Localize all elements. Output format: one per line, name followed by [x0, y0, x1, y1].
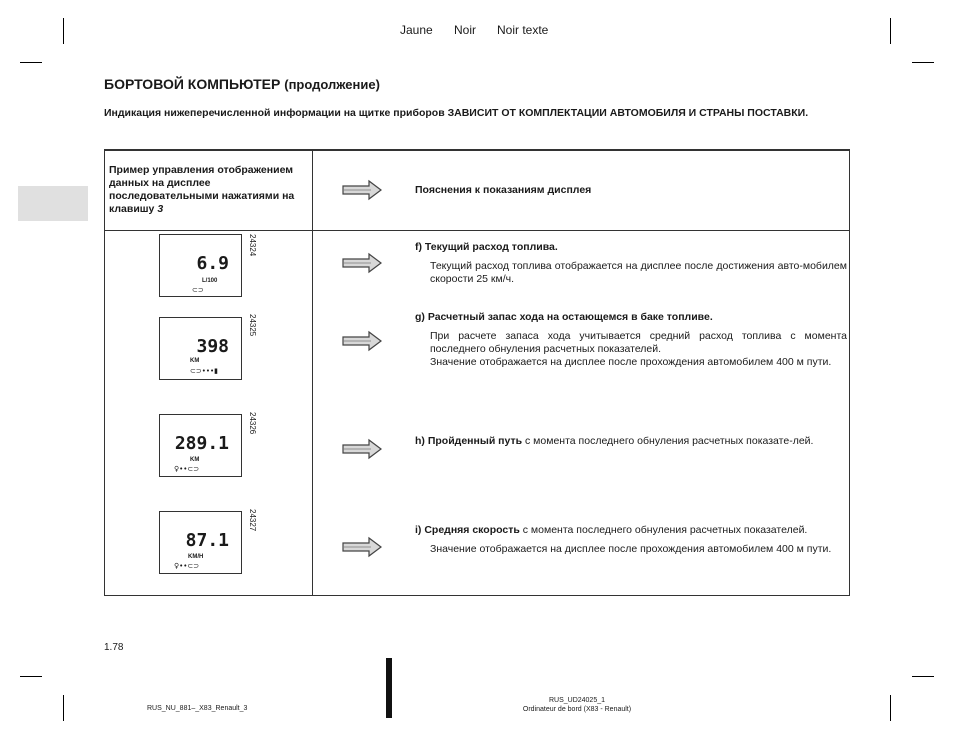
chapter-tab: [18, 186, 88, 221]
display-value: 87.1: [185, 530, 229, 551]
section-heading: i) Средняя скорость: [415, 524, 520, 536]
display-value: 6.9: [196, 253, 229, 274]
color-label-black: Noir: [454, 23, 477, 37]
arrow-icon: [341, 536, 383, 558]
footer-right-title: Ordinateur de bord (X83 - Renault): [522, 706, 632, 713]
footer-left: RUS_NU_881–_X83_Renault_3: [147, 705, 248, 712]
section-body: Текущий расход топлива отображается на дисплее после достижения авто-мобилем скорости 25 км/ч.: [430, 260, 847, 285]
title-main: БОРТОВОЙ КОМПЬЮТЕР: [104, 76, 281, 92]
key-number: 3: [157, 203, 164, 215]
table-header-left-text: Пример управления отображением данных на дисплее последовательными нажатиями на клавишу: [109, 164, 295, 215]
crop-mark: [890, 695, 891, 721]
footer-right-code: RUS_UD24025_1: [548, 697, 606, 704]
intro-paragraph: Индикация нижеперечисленной информации на щитке приборов ЗАВИСИТ ОТ КОМПЛЕКТАЦИИ АВТОМОБИЛЯ И СТРАНЫ ПОСТАВКИ.: [104, 107, 809, 119]
page-number: 1.78: [104, 642, 124, 653]
arrow-icon: [341, 330, 383, 352]
figure-ref: 24325: [248, 314, 257, 337]
figure-ref: 24326: [248, 412, 257, 435]
section-i: [415, 524, 847, 556]
lcd-display: [159, 317, 242, 380]
crop-mark: [890, 18, 891, 44]
section-body: При расчете запаса хода учитывается средний расход топлива с момента последнего обнуления расчетных показателей.: [430, 330, 847, 355]
binding-bar: [386, 658, 392, 718]
section-heading: g) Расчетный запас хода на остающемся в баке топливе.: [415, 311, 713, 323]
car-icon: ⊂⊃: [192, 286, 204, 294]
display-unit: KM: [190, 457, 200, 463]
section-f: [415, 241, 847, 286]
figure-ref: 24324: [248, 234, 257, 257]
display-value: 398: [196, 336, 229, 357]
section-heading-rest: с момента последнего обнуления расчетных показателей.: [519, 524, 808, 536]
display-unit: L/100: [202, 278, 218, 284]
lcd-display: [159, 414, 242, 477]
color-label-yellow: Jaune: [400, 23, 433, 37]
lcd-display: [159, 511, 242, 574]
crop-mark: [20, 676, 42, 677]
table-top-border: [104, 149, 850, 151]
display-value: 289.1: [174, 433, 229, 454]
footer-right: [518, 696, 636, 714]
color-label-black-text: Noir texte: [497, 23, 549, 37]
car-fuel-icon: ⊂⊃•••▮: [190, 367, 218, 375]
display-table: [104, 149, 850, 596]
crop-mark: [912, 676, 934, 677]
section-h: [415, 435, 847, 448]
crop-mark: [63, 695, 64, 721]
arrow-icon: [341, 252, 383, 274]
arrow-icon: [341, 179, 383, 201]
column-divider: [312, 150, 313, 595]
crop-mark: [63, 18, 64, 44]
reset-car-icon: ♀••⊂⊃: [174, 562, 200, 570]
header-divider: [105, 230, 849, 231]
section-body-2: Значение отображается на дисплее после прохождения автомобилем 400 м пути.: [430, 356, 832, 368]
table-header-right: Пояснения к показаниям дисплея: [415, 184, 592, 196]
crop-mark: [912, 62, 934, 63]
display-unit: KM/H: [188, 554, 204, 560]
section-body: Значение отображается на дисплее после прохождения автомобилем 400 м пути.: [430, 543, 832, 555]
lcd-display: [159, 234, 242, 297]
section-heading: h) Пройденный путь: [415, 435, 523, 447]
page-title: [104, 76, 380, 92]
crop-mark: [20, 62, 42, 63]
section-heading: f) Текущий расход топлива.: [415, 241, 558, 253]
figure-ref: 24327: [248, 509, 257, 532]
display-unit: KM: [190, 358, 200, 364]
table-header-left: [109, 164, 299, 216]
section-g: [415, 311, 847, 369]
arrow-icon: [341, 438, 383, 460]
section-heading-rest: с момента последнего обнуления расчетных показате-лей.: [522, 435, 814, 447]
reset-car-icon: ♀••⊂⊃: [174, 465, 200, 473]
title-sub: (продолжение): [284, 77, 380, 92]
